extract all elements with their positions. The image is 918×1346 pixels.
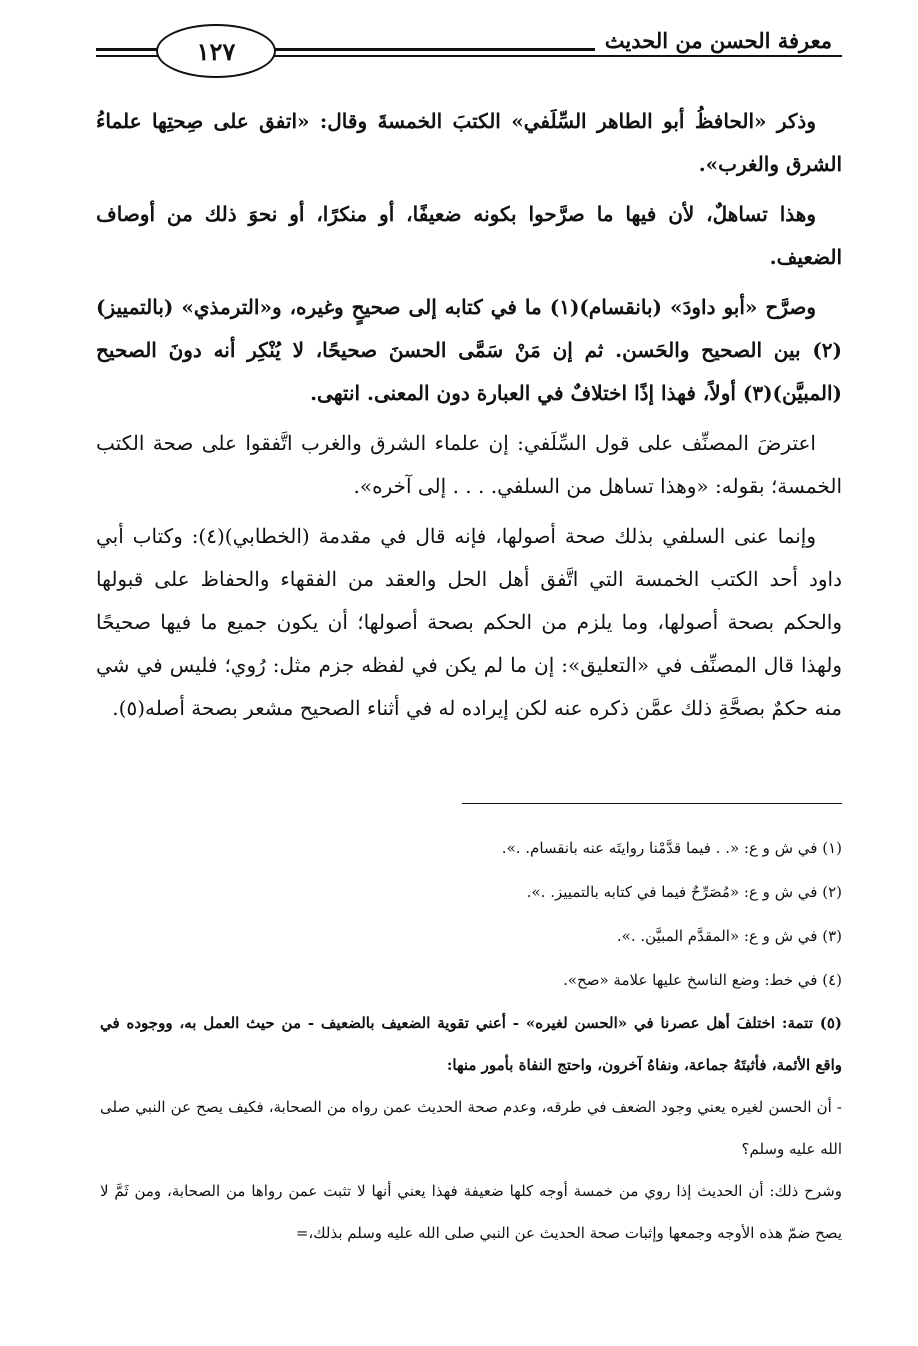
footnote-5-point: - أن الحسن لغيره يعني وجود الضعف في طرقه، وعدم صحة الحديث عمن رواه من الصحابة، فكيف يصح عن النبي صلى الله عليه وسلم؟ [100,1098,842,1158]
page-header [96,18,842,74]
footnote-1: (١) في ش و ع: «. . فيما قدَّمْنا روايتَه عنه بانقسام. .». [501,839,842,857]
footnote-5-explanation: وشرح ذلك: أن الحديث إذا روي من خمسة أوجه كلها ضعيفة فهذا يعني أنها لا تثبت عمن رواها من الصحابة، ومن ثَمَّ لا يصح ضمّ هذه الأوجه وجمعها وإثبات صحة الحديث عن النبي صلى الله عليه وسلم بذلك،= [100,1182,842,1242]
paragraph-objection: اعترضَ المصنِّف على قول السِّلَفي: إن علماء الشرق والغرب اتَّفقوا على صحة الكتب الخمسة؛ بقوله: «وهذا تساهل من السلفي. . . . إلى آخره». [96,431,842,498]
paragraph-abu-dawud: وصرَّح «أبو داودَ» (بانقسام)(١) ما في كتابه إلى صحيحٍ وغيره، و«الترمذي» (بالتمييز)(٢) بين الصحيح والحَسن. ثم إن مَنْ سَمَّى الحسنَ صحيحًا، لا يُنْكِر أنه دونَ الصحيح (المبيَّن)(٣) أولاً، فهذا إذًا اختلافٌ في العبارة دون المعنى. انتهى. [96,295,842,405]
footnote-3: (٣) في ش و ع: «المقدَّم المبيَّن. .». [616,927,842,945]
footnote-4: (٤) في خط: وضع الناسخ عليها علامة «صح». [563,971,842,989]
paragraph-silafi-quote: وذكر «الحافظُ أبو الطاهر السِّلَفي» الكتبَ الخمسةَ وقال: «اتفق على صِحتِها علماءُ الشرق والغرب». [96,109,842,176]
paragraph-explanation: وإنما عنى السلفي بذلك صحة أصولها، فإنه قال في مقدمة (الخطابي)(٤): وكتاب أبي داود أحد الكتب الخمسة التي اتَّفق أهل الحل والعقد من الفقهاء والحفاظ على قبولها والحكم بصحة أصولها، وما يلزم من الحكم بصحة أصولها؛ أن يكون جميع ما فيها صحيحًا ولهذا قال المصنِّف في «التعليق»: إن ما لم يكن في لفظه جزم مثل: رُوي؛ فليس في شي منه حكمٌ بصحَّةِ ذلك عمَّن ذكره عنه لكن إيراده له في أثناء الصحيح مشعر بصحة أصله(٥). [96,524,842,720]
paragraph-leniency: وهذا تساهلٌ، لأن فيها ما صرَّحوا بكونه ضعيفًا، أو منكرًا، أو نحوَ ذلك من أوصاف الضعيف. [96,202,842,269]
footnote-2: (٢) في ش و ع: «مُصَرِّحٌ فيما في كتابه بالتمييز. .». [526,883,842,901]
page-number: ١٢٧ [156,24,276,78]
footnotes [100,826,842,1254]
running-title: معرفة الحسن من الحديث [595,28,842,53]
main-text [96,100,842,737]
footnote-divider [462,803,842,804]
footnote-5: (٥) تتمة: اختلفَ أهل عصرنا في «الحسن لغيره» - أعني تقوية الضعيف بالضعيف - من حيث العمل به، ووجوده في واقع الأئمة، فأثبتَهُ جماعة، ونفاهُ آخرون، واحتج النفاة بأمور منها: [100,1014,842,1074]
